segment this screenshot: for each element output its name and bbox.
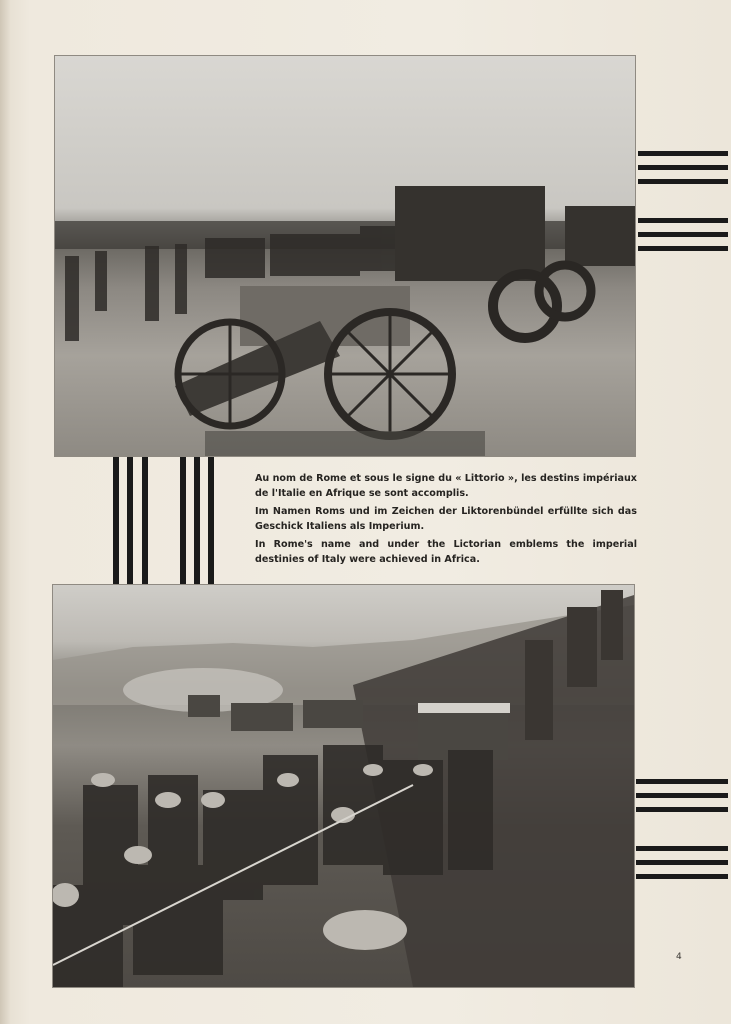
decorative-bar xyxy=(638,179,728,184)
decorative-bar xyxy=(113,457,119,584)
decorative-bar xyxy=(636,874,728,879)
decorative-bar xyxy=(638,246,728,251)
decorative-bar xyxy=(636,807,728,812)
photo-artillery-parade xyxy=(55,56,635,456)
artillery-scene xyxy=(55,56,635,456)
caption-german: Im Namen Roms und im Zeichen der Liktorenbündel erfüllte sich das Geschick Italiens als Imperium. xyxy=(255,506,637,532)
page-number: 4 xyxy=(676,952,682,962)
decorative-bar xyxy=(638,218,728,223)
decorative-bar xyxy=(638,151,728,156)
caption-english: In Rome's name and under the Lictorian emblems the imperial destinies of Italy were achieved in Africa. xyxy=(255,539,637,565)
decorative-bar xyxy=(180,457,186,584)
decorative-bar xyxy=(638,232,728,237)
decorative-bar xyxy=(638,165,728,170)
decorative-bar xyxy=(636,793,728,798)
decorative-bar xyxy=(194,457,200,584)
hillside-scene xyxy=(53,585,634,987)
decorative-bar xyxy=(636,846,728,851)
page-edge-shadow xyxy=(0,0,10,1024)
decorative-bar xyxy=(636,779,728,784)
decorative-bar xyxy=(208,457,214,584)
decorative-bar xyxy=(142,457,148,584)
decorative-bar xyxy=(636,860,728,865)
caption-french: Au nom de Rome et sous le signe du « Littorio », les destins impériaux de l'Italie en Afrique se sont accomplis. xyxy=(255,473,637,499)
decorative-bar xyxy=(127,457,133,584)
photo-troops-hillside xyxy=(53,585,634,987)
